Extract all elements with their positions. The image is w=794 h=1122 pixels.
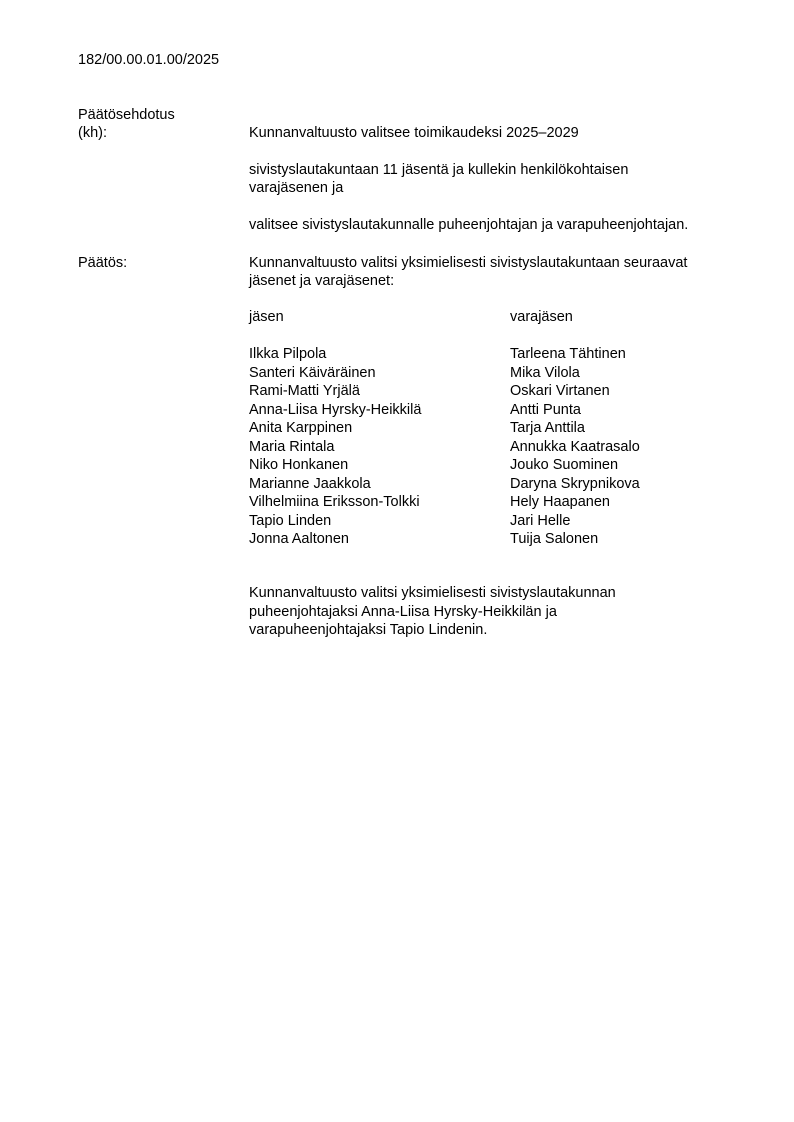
member-name: Anna-Liisa Hyrsky-Heikkilä (249, 401, 422, 418)
member-name: Maria Rintala (249, 438, 335, 455)
deputy-list (510, 345, 640, 549)
deputy-column-header: varajäsen (510, 309, 573, 325)
proposal-text-1: Kunnanvaltuusto valitsee toimikaudeksi 2025–2029 (249, 125, 579, 141)
decision-intro-line2: jäsenet ja varajäsenet: (249, 273, 395, 289)
decision-label: Päätös: (78, 255, 128, 271)
deputy-name: Jari Helle (510, 512, 571, 529)
proposal-label-line1: Päätösehdotus (78, 107, 175, 123)
member-name: Niko Honkanen (249, 457, 349, 473)
proposal-text-3: valitsee sivistyslautakunnalle puheenjohtajan ja varapuheenjohtajan. (249, 217, 689, 233)
deputy-name: Tuija Salonen (510, 531, 599, 547)
member-name: Vilhelmiina Eriksson-Tolkki (249, 494, 420, 510)
member-column-header: jäsen (249, 309, 284, 325)
member-name: Tapio Linden (249, 512, 332, 529)
member-name: Anita Karppinen (249, 420, 353, 436)
member-list (249, 345, 421, 549)
proposal-text-2-line1: sivistyslautakuntaan 11 jäsentä ja kullekin henkilökohtaisen (249, 162, 629, 178)
member-name: Rami-Matti Yrjälä (249, 383, 360, 399)
deputy-name: Tarja Anttila (510, 420, 585, 436)
deputy-name: Antti Punta (510, 401, 581, 418)
decision-intro-line1: Kunnanvaltuusto valitsi yksimielisesti sivistyslautakuntaan seuraavat (249, 255, 688, 271)
deputy-name: Tarleena Tähtinen (510, 346, 626, 362)
deputy-name: Annukka Kaatrasalo (510, 438, 640, 455)
deputy-name: Daryna Skrypnikova (510, 475, 640, 492)
deputy-name: Oskari Virtanen (510, 383, 610, 399)
member-name: Ilkka Pilpola (249, 346, 327, 362)
member-name: Santeri Käiväräinen (249, 364, 376, 381)
chair-text-line2: puheenjohtajaksi Anna-Liisa Hyrsky-Heikkilän ja (249, 604, 557, 620)
proposal-label-line2: (kh): (78, 125, 107, 141)
document-reference: 182/00.00.01.00/2025 (78, 52, 220, 68)
chair-text-line3: varapuheenjohtajaksi Tapio Lindenin. (249, 622, 488, 638)
member-name: Jonna Aaltonen (249, 531, 349, 547)
deputy-name: Hely Haapanen (510, 494, 610, 510)
deputy-name: Mika Vilola (510, 364, 580, 381)
chair-text-line1: Kunnanvaltuusto valitsi yksimielisesti sivistyslautakunnan (249, 585, 616, 601)
member-name: Marianne Jaakkola (249, 475, 371, 492)
deputy-name: Jouko Suominen (510, 457, 619, 473)
proposal-text-2-line2: varajäsenen ja (249, 180, 344, 196)
